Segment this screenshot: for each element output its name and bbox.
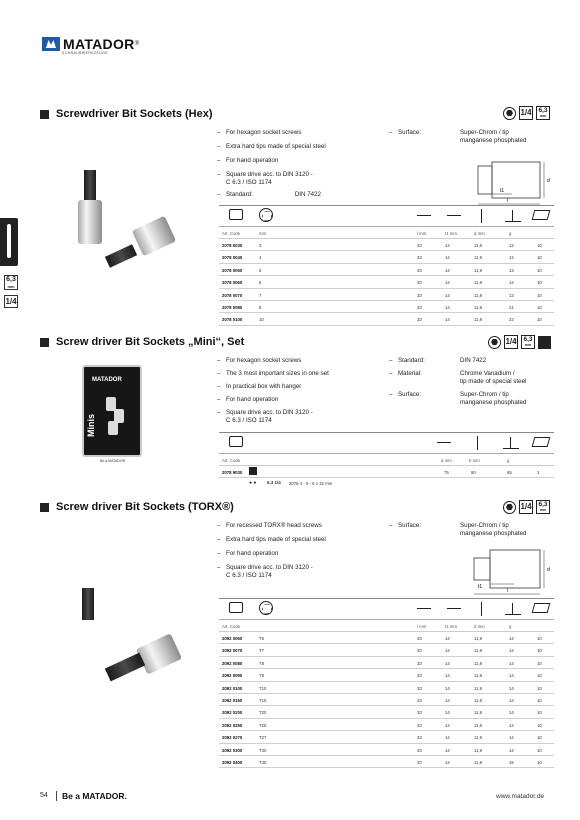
table-cell: 2092 0100 [222, 685, 243, 691]
table-row: 2078 9030 75 90 65 1 [219, 466, 554, 478]
table-cell: 11,9 [474, 243, 483, 248]
torx-table-icon-row [219, 598, 554, 620]
table-cell: 10 [537, 722, 542, 728]
square-drive-badge: 6,3 mm [521, 335, 535, 349]
table-cell: 11,9 [474, 636, 483, 641]
torx-surface-value: Super-Chrom / tip manganese phosphated [460, 522, 527, 537]
table-row [219, 744, 554, 756]
table-cell: 14 [509, 660, 514, 666]
table-cell: 11,9 [474, 304, 483, 310]
table-cell: 11,9 [474, 722, 483, 728]
hex-dimension-diagram [470, 160, 555, 210]
table-cell: T9 [259, 673, 265, 679]
table-cell: 10 [537, 267, 542, 273]
table-cell: 11,9 [474, 747, 483, 753]
quarter-inch-badge: 1/4 [519, 500, 533, 514]
table-cell: 14 [509, 735, 514, 741]
table-cell: 14 [445, 648, 450, 654]
hex-socket-2 [132, 216, 176, 257]
hex-bit-tip [84, 170, 96, 200]
table-cell: 10 [537, 255, 542, 261]
pack-brand: MATADOR [92, 377, 122, 383]
footer-slogan: Be a MATADOR. [62, 791, 127, 801]
mini-spec-values: DIN 7422 Chrome Vanadium / tip made of special steel Super-Chrom / tip manganese phosphated [460, 357, 527, 406]
table-cell: 14 [445, 673, 450, 679]
table-cell: T25 [259, 722, 267, 728]
table-cell: 2092 0300 [222, 747, 243, 753]
mini-spec-labels: – Standard: – Material: – Surface: [389, 357, 425, 398]
weight-icon [505, 603, 521, 615]
torx-badges [503, 500, 550, 514]
torx-section-title: Screw driver Bit Sockets (TORX®) [40, 501, 234, 513]
table-cell: 12 [509, 255, 514, 261]
table-row [219, 731, 554, 743]
mini-table [219, 432, 554, 488]
table-cell: 14 [445, 292, 450, 298]
table-cell: 10 [537, 735, 542, 741]
length-icon [417, 215, 431, 216]
table-cell: 14 [445, 722, 450, 728]
hex-badges [503, 106, 550, 120]
brand-logo [42, 36, 139, 52]
table-cell: T6 [259, 636, 265, 641]
table-cell: 11,9 [474, 660, 483, 666]
table-cell: 33 [417, 697, 422, 703]
table-cell: 2092 0060 [222, 636, 243, 641]
table-row [219, 276, 554, 288]
table-cell: 11,9 [474, 280, 483, 286]
table-cell: 10 [537, 673, 542, 679]
table-cell: 14 [509, 710, 514, 716]
mini-content-line [219, 478, 554, 488]
chapter-tab[interactable] [0, 218, 18, 266]
table-cell: 6 [259, 280, 262, 286]
pack-caption: Be a MATADOR [100, 459, 126, 463]
table-cell: T27 [259, 735, 267, 741]
table-cell: 33 [417, 292, 422, 298]
table-cell: 14 [445, 636, 450, 641]
table-cell: T30 [259, 747, 267, 753]
pack-name: Minis [86, 413, 96, 437]
mini-table-icon-row [219, 432, 554, 454]
table-cell: 14 [445, 660, 450, 666]
table-row [219, 669, 554, 681]
depth-icon [447, 215, 461, 216]
table-cell: 11,9 [474, 673, 483, 679]
table-cell: 7 [259, 292, 262, 298]
table-cell: 10 [537, 660, 542, 666]
table-cell: 2078 0070 [222, 292, 243, 298]
torx-bit-tip-2 [105, 653, 145, 682]
table-cell: 33 [417, 722, 422, 728]
table-cell: 14 [445, 317, 450, 323]
torx-bit-tip [82, 588, 94, 620]
table-cell: 33 [417, 267, 422, 273]
table-cell: 14 [445, 280, 450, 286]
table-cell: 33 [417, 317, 422, 323]
table-cell: 12 [509, 243, 514, 248]
svg-text:d: d [547, 178, 550, 184]
side-quarter-inch-badge: 1/4 [5, 297, 17, 306]
table-cell: 2078 0100 [222, 317, 243, 323]
hex-surface-label: – Surface: [389, 129, 422, 136]
table-cell: 33 [417, 280, 422, 286]
table-cell: 14 [509, 747, 514, 753]
matador-logo-icon [42, 37, 60, 51]
table-cell: 2078 0050 [222, 267, 243, 273]
table-cell: 14 [509, 636, 514, 641]
table-cell: 33 [417, 735, 422, 741]
table-cell: 14 [509, 280, 514, 286]
table-row [219, 251, 554, 263]
table-cell: 33 [417, 255, 422, 261]
hex-drive-icon [503, 107, 516, 120]
weight-icon [503, 437, 519, 449]
table-cell: 33 [417, 636, 422, 641]
weight-icon [505, 210, 521, 222]
mini-socket-3 [108, 421, 118, 435]
quarter-inch-badge: 1/4 [519, 106, 533, 120]
table-cell: 2078 0060 [222, 280, 243, 286]
hex-table-header: Art. Code mm l mm t1 mm d mm g [219, 227, 554, 239]
table-cell: 14 [445, 747, 450, 753]
table-cell: 2078 0080 [222, 304, 243, 310]
table-cell: 2092 0400 [222, 759, 243, 765]
hex-table [219, 205, 554, 326]
hex-size-icon [259, 208, 273, 222]
set-icon [249, 467, 257, 475]
table-cell: 11,9 [474, 292, 483, 298]
table-row [219, 756, 554, 768]
table-cell: 21 [509, 304, 514, 310]
article-icon [229, 436, 243, 447]
table-cell: 10 [259, 317, 264, 323]
content-badges: 6,3 1/4 [267, 480, 281, 486]
table-cell: 2092 0200 [222, 710, 243, 716]
depth-icon [447, 608, 461, 609]
table-cell: T40 [259, 759, 267, 765]
table-cell: 33 [417, 759, 422, 765]
square-drive-badge: 6,3 mm [536, 500, 550, 514]
table-cell: 10 [537, 243, 542, 248]
table-cell: 2092 0270 [222, 735, 243, 741]
table-cell: T10 [259, 685, 267, 691]
table-cell: 33 [417, 648, 422, 654]
table-cell: 10 [537, 292, 542, 298]
torx-socket [136, 633, 182, 674]
mini-badges [488, 335, 551, 349]
table-cell: 2078 0030 [222, 243, 243, 248]
table-cell: 11,9 [474, 710, 483, 716]
table-cell: 11,9 [474, 697, 483, 703]
table-cell: 14 [445, 735, 450, 741]
content-description: 2078 4 - 5 - 6 x 32 mm [289, 481, 333, 487]
table-row [219, 289, 554, 301]
table-cell: 33 [417, 660, 422, 666]
table-cell: 11,9 [474, 759, 483, 765]
table-cell: 14 [509, 722, 514, 728]
article-icon [229, 209, 243, 220]
hex-surface-value: Super-Chrom / tip manganese phosphated [460, 129, 527, 144]
table-cell: 10 [537, 280, 542, 286]
table-row [219, 313, 554, 325]
table-cell: 33 [417, 304, 422, 310]
torx-table-body [219, 632, 554, 768]
height-icon [477, 436, 478, 450]
table-cell: 11,9 [474, 648, 483, 654]
table-cell: 2092 0150 [222, 697, 243, 703]
table-cell: 14 [509, 673, 514, 679]
table-cell: T7 [259, 648, 265, 654]
torx-drive-icon [503, 501, 516, 514]
diameter-icon [481, 209, 482, 223]
hex-section-title: Screwdriver Bit Sockets (Hex) [40, 108, 213, 120]
table-cell: 10 [537, 747, 542, 753]
hex-drive-icon [488, 336, 501, 349]
table-cell: 5 [259, 267, 262, 273]
table-cell: 14 [445, 710, 450, 716]
table-row [219, 682, 554, 694]
width-icon [437, 442, 451, 443]
table-cell: 14 [445, 685, 450, 691]
footer-divider [56, 791, 57, 801]
table-cell: 14 [509, 697, 514, 703]
table-cell: 2092 0070 [222, 648, 243, 654]
table-cell: 33 [417, 710, 422, 716]
table-cell: T20 [259, 710, 267, 716]
brand-reg: ® [134, 41, 139, 47]
screwdriver-icon [7, 224, 11, 258]
section-square-icon [40, 110, 49, 119]
table-row [219, 632, 554, 644]
hex-bit-tip-2 [105, 244, 137, 268]
mini-table-header: Art. Code a mm b mm g [219, 454, 554, 466]
table-row [219, 264, 554, 276]
brand-name: MATADOR [63, 36, 135, 52]
torx-bullets: – For recessed TORX® head screws – Extra hard tips made of special steel – For hand operation – Square drive acc. to DIN 3120 - C 6.3 / ISO 1174 [217, 522, 326, 579]
table-cell: 11,9 [474, 255, 483, 261]
mini-set-package-photo [82, 365, 142, 457]
footer-url-link[interactable]: www.matador.de [496, 793, 545, 800]
table-cell: 10 [537, 648, 542, 654]
length-icon [417, 608, 431, 609]
table-row [219, 706, 554, 718]
table-row [219, 239, 554, 251]
svg-text:t1: t1 [478, 584, 483, 590]
table-cell: 10 [537, 636, 542, 641]
table-cell: 10 [537, 317, 542, 323]
page-number: 54 [40, 792, 48, 799]
table-cell: 14 [445, 255, 450, 261]
table-row [219, 657, 554, 669]
table-cell: 4 [259, 255, 262, 261]
table-row [219, 301, 554, 313]
torx-table-header: Art. Code l mm t1 mm d mm g [219, 620, 554, 632]
table-cell: 10 [537, 697, 542, 703]
table-row [219, 694, 554, 706]
table-cell: 13 [509, 267, 514, 273]
table-cell: 14 [445, 697, 450, 703]
table-cell: 14 [445, 759, 450, 765]
svg-text:l: l [507, 198, 509, 204]
table-cell: 33 [417, 243, 422, 248]
table-cell: T8 [259, 660, 265, 666]
section-square-icon [40, 503, 49, 512]
brand-subtitle: SCHRAUBWERKZEUGE [62, 51, 109, 55]
square-drive-badge: 6,3 mm [536, 106, 550, 120]
table-cell: 33 [417, 747, 422, 753]
pack-qty-icon [532, 437, 551, 447]
table-cell: 11,9 [474, 735, 483, 741]
table-cell: 14 [509, 685, 514, 691]
svg-text:d: d [547, 567, 550, 573]
table-cell: 10 [537, 710, 542, 716]
diameter-icon [481, 602, 482, 616]
pack-qty-icon [532, 210, 551, 220]
table-cell: 2092 0090 [222, 673, 243, 679]
table-cell: T15 [259, 697, 267, 703]
hex-bullets: – For hexagon socket screws – Extra hard tips made of special steel – For hand operation – Square drive acc. to DIN 3120 - C 6.3 / ISO 1174 – Standard: DIN 7422 [217, 129, 326, 198]
torx-surface-label: – Surface: [389, 522, 422, 529]
table-cell: 33 [417, 673, 422, 679]
table-cell: 14 [509, 648, 514, 654]
table-cell: 14 [445, 267, 450, 273]
hex-product-photo [60, 160, 210, 285]
article-icon [229, 602, 243, 613]
table-cell: 33 [417, 685, 422, 691]
table-row [219, 644, 554, 656]
table-row [219, 719, 554, 731]
table-cell: 2092 0250 [222, 722, 243, 728]
hex-socket-1 [78, 200, 102, 244]
table-cell: 10 [537, 685, 542, 691]
torx-dimension-diagram [470, 548, 555, 600]
pack-qty-icon [532, 603, 551, 613]
lock-hex-icons: ● ● [249, 480, 257, 487]
svg-text:l: l [507, 588, 509, 594]
table-cell: 15 [509, 759, 514, 765]
hex-table-body [219, 239, 554, 326]
table-cell: 11,9 [474, 317, 483, 323]
table-cell: 2078 0040 [222, 255, 243, 261]
svg-text:t1: t1 [500, 188, 505, 194]
table-cell: 14 [445, 243, 450, 248]
set-icon [538, 336, 551, 349]
table-cell: 10 [537, 759, 542, 765]
table-cell: 11,9 [474, 685, 483, 691]
side-square-drive-badge: 6,3 mm [4, 275, 18, 290]
table-cell: 2092 0080 [222, 660, 243, 666]
torx-product-photo [60, 580, 210, 700]
torx-size-icon [259, 601, 273, 615]
mini-section-title: Screw driver Bit Sockets „Mini“, Set [40, 336, 244, 348]
table-cell: 8 [259, 304, 262, 310]
table-cell: 13 [509, 292, 514, 298]
table-cell: 14 [445, 304, 450, 310]
hex-table-icon-row [219, 205, 554, 227]
mini-bullets: – For hexagon socket screws – The 3 most important sizes in one set – In practical box with hanger – For hand operation – Square drive acc. to DIN 3120 - C 6.3 / ISO 1174 [217, 357, 329, 424]
table-cell: 10 [537, 304, 542, 310]
table-cell: 3 [259, 243, 262, 248]
quarter-inch-badge: 1/4 [504, 335, 518, 349]
torx-table [219, 598, 554, 768]
table-cell: 22 [509, 317, 514, 323]
section-square-icon [40, 338, 49, 347]
table-cell: 11,9 [474, 267, 483, 273]
